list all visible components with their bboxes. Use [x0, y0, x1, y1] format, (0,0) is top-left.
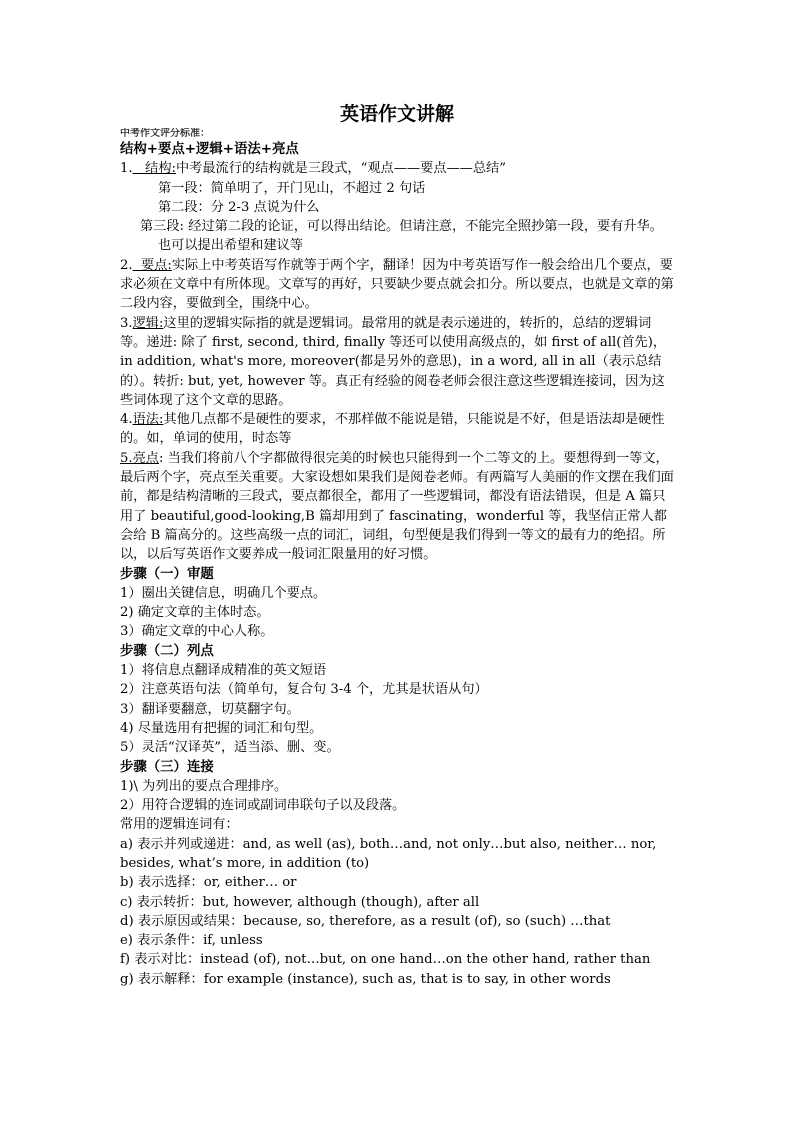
- step-two-heading: 步骤（二）列点: [120, 643, 214, 659]
- document-body: [120, 128, 676, 989]
- highlights-label: 亮点: [132, 450, 159, 466]
- connective-item: g) 表示解释：for example (instance), such as, that is to say, in other words: [120, 971, 611, 987]
- page-title: 英语作文讲解: [339, 103, 454, 125]
- section-key-points: 2. 要点:实际上中考英语写作就等于两个字，翻译！因为中考英语写作一般会给出几个要点，要求必须在文章中有所体现。文章写的再好，只要缺少要点就会扣分。所以要点，也就是文章的第二段内容，要做到全，围绕中心。: [120, 257, 674, 312]
- scoring-standard-heading: 中考作文评分标准：: [120, 128, 210, 139]
- step-three-heading: 步骤（三）连接: [120, 759, 214, 775]
- list-item: 3）确定文章的中心人称。: [120, 624, 274, 640]
- list-item: 1）圈出关键信息，明确几个要点。: [120, 585, 327, 601]
- section-highlights: 5.亮点: 当我们将前八个字都做得很完美的时候也只能得到一个二等文的上。要想得到一等文，最后两个字，亮点至关重要。大家设想如果我们是阅卷老师。有两篇写人美丽的作文摆在我们面前，都是结构清晰的三段式，要点都很全，都用了一些逻辑词，都没有语法错误，但是 A 篇只用了 beautiful,good-looking,B 篇却用到了 fascinating，wonderful 等，我坚信正常人都会给 B 篇高分的。这些高级一点的词汇，词组，句型便是我们得到一等文的最有力的绝招。所以，以后写英语作文要养成一般词汇限量用的好习惯。: [120, 450, 674, 563]
- list-item: 2）注意英语句法（简单句，复合句 3-4 个，尤其是状语从句）: [120, 682, 488, 698]
- list-item: 4) 尽量选用有把握的词汇和句型。: [120, 720, 323, 736]
- grammar-label: 语法:: [132, 412, 164, 428]
- connective-item: e) 表示条件：if, unless: [120, 933, 263, 949]
- list-item: 5）灵活“汉译英”，适当添、删、变。: [120, 740, 340, 756]
- paragraph-one-note: 第一段：简单明了，开门见山，不超过 2 句话: [158, 180, 426, 196]
- connective-item: c) 表示转折：but, however, although (though), after all: [120, 894, 480, 910]
- structure-label: 结构:: [132, 161, 176, 177]
- step-one-heading: 步骤（一）审题: [120, 566, 214, 582]
- list-item: 1）将信息点翻译成精准的英文短语: [120, 663, 327, 679]
- list-item: 常用的逻辑连词有：: [120, 817, 239, 833]
- connective-item: a) 表示并列或递进：and, as well (as), both…and, not only…but also, neither… nor, besides, what’s more, in addition (to): [120, 836, 657, 871]
- scoring-formula: 结构+要点+逻辑+语法+亮点: [120, 142, 299, 157]
- section-grammar: 4.语法:其他几点都不是硬性的要求，不那样做不能说是错，只能说是不好，但是语法却是硬性的。如，单词的使用，时态等: [120, 412, 665, 447]
- list-item: 2）用符合逻辑的连词或副词串联句子以及段落。: [120, 798, 406, 814]
- connective-item: f) 表示对比：instead (of), not…but, on one hand…on the other hand, rather than: [120, 952, 651, 968]
- key-points-label: 要点:: [132, 257, 172, 273]
- paragraph-two-note: 第二段：分 2-3 点说为什么: [158, 199, 320, 215]
- connective-item: b) 表示选择：or, either… or: [120, 875, 297, 891]
- list-item: 1)\ 为列出的要点合理排序。: [120, 778, 288, 794]
- section-logic: 3.逻辑:这里的逻辑实际指的就是逻辑词。最常用的就是表示递进的，转折的，总结的逻辑词等。递进: 除了 first, second, third, finally 等还可以使用高级点的，如 first of all(首先)，in addition, what's more, moreover(都是另外的意思)，in a word, all in all（表示总结的）。转折: but, yet, however 等。真正有经验的阅卷老师会很注意这些逻辑连接词，因为这些词体现了这个文章的思路。: [120, 315, 667, 408]
- paragraph-three-note: 第三段: 经过第二段的论证，可以得出结论。但请注意，不能完全照抄第一段，要有升华。也可以提出希望和建议等: [140, 219, 663, 254]
- list-item: 2) 确定文章的主体时态。: [120, 605, 270, 621]
- section-structure: 1. 结构:中考最流行的结构就是三段式，“观点——要点——总结”: [120, 161, 506, 177]
- list-item: 3）翻译要翻意，切莫翻字句。: [120, 701, 300, 717]
- connective-item: d) 表示原因或结果：because, so, therefore, as a result (of), so (such) …that: [120, 913, 611, 929]
- logic-label: 逻辑:: [132, 315, 164, 331]
